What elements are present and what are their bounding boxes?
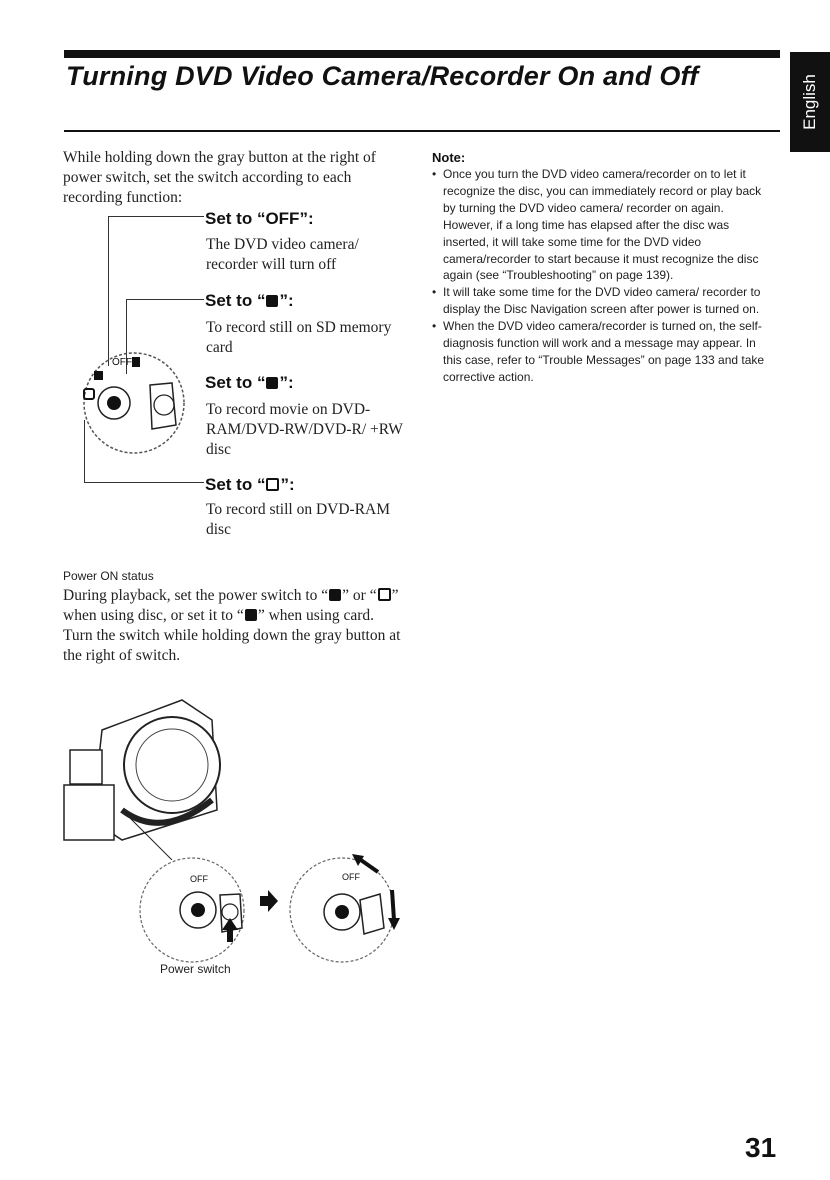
card-icon <box>245 609 257 621</box>
dial-center-dot <box>107 396 121 410</box>
setting-off-desc: The DVD video camera/ recorder will turn off <box>206 236 359 273</box>
setting-card-heading-pre: Set to “ <box>205 291 266 310</box>
note-item: • When the DVD video camera/recorder is turned on, the self-diagnosis function will work and a message may appear. In this case, refer to “Trouble Messages” on page 133 and take corrective action. <box>432 318 772 386</box>
camcorder-grip <box>64 785 114 840</box>
dial-center-dot <box>191 903 205 917</box>
title-rule-bottom <box>64 130 780 132</box>
power-on-text <box>63 586 408 666</box>
setting-still-heading-pre: Set to “ <box>205 475 266 494</box>
camcorder-illustration <box>62 690 252 860</box>
setting-still-heading <box>205 475 295 495</box>
setting-movie-desc: To record movie on DVD-RAM/DVD-RW/DVD-R/ +RW disc <box>206 401 403 458</box>
dial-center-dot <box>335 905 349 919</box>
dial-off-text: OFF <box>190 874 208 884</box>
mode-dial-diagram <box>72 345 202 455</box>
still-camera-icon <box>266 478 279 491</box>
power-switch-caption: Power switch <box>160 962 231 976</box>
title-rule-top <box>64 50 780 58</box>
note-title: Note: <box>432 150 466 165</box>
intro-paragraph: While holding down the gray button at the right of power switch, set the switch according to each recording function: <box>63 149 376 206</box>
dial-off-text: OFF <box>112 357 132 368</box>
power-switch-dial-right <box>280 850 410 965</box>
camcorder-viewfinder <box>70 750 102 784</box>
setting-card-desc: To record still on SD memory card <box>206 319 392 356</box>
leader-line-still-h <box>84 482 204 483</box>
leader-line-off-h <box>108 216 204 217</box>
language-tab <box>790 52 830 152</box>
camcorder-lens-inner <box>136 729 208 801</box>
movie-icon <box>266 377 278 389</box>
setting-movie-heading-pre: Set to “ <box>205 373 266 392</box>
note-item: • It will take some time for the DVD video camera/ recorder to display the Disc Navigation screen after power is turned on. <box>432 284 772 318</box>
setting-card-heading <box>205 291 294 311</box>
setting-card-heading-post: ”: <box>279 291 294 310</box>
page-title: Turning DVD Video Camera/Recorder On and Off <box>66 61 699 91</box>
power-on-text-part: ” or “ <box>342 587 377 604</box>
power-on-text-part: During playback, set the power switch to “ <box>63 587 329 604</box>
power-on-label: Power ON status <box>63 569 154 583</box>
rotate-arrow-icon <box>392 890 394 920</box>
setting-still-heading-post: ”: <box>280 475 295 494</box>
leader-line-card-h <box>126 299 204 300</box>
setting-movie-heading-post: ”: <box>279 373 294 392</box>
dial-movie-icon <box>94 371 103 380</box>
dial-card-icon <box>132 357 140 367</box>
setting-movie-heading <box>205 373 294 393</box>
dial-off-text: OFF <box>342 872 360 882</box>
power-on-text-part: ” when using disc, or set it to “ <box>63 587 399 624</box>
setting-off-heading: Set to “OFF”: <box>205 209 314 228</box>
power-switch-dial-left <box>130 850 260 965</box>
note-list <box>432 166 772 386</box>
setting-still-desc: To record still on DVD-RAM disc <box>206 501 391 538</box>
rotate-arrow-head <box>388 918 400 930</box>
card-icon <box>266 295 278 307</box>
movie-icon <box>329 589 341 601</box>
still-camera-icon <box>378 588 391 601</box>
leader-line-off-v <box>108 216 109 366</box>
note-item: • Once you turn the DVD video camera/recorder on to let it recognize the disc, you can immediately record or play back by turning the DVD video camera/ recorder on again. However, if a long time has elapsed after the disc was inserted, it will take some time for the DVD video camera/recorder to start because it must recognize the disc again (see “Troubleshooting” on page 139). <box>432 166 772 284</box>
page-number: 31 <box>745 1132 777 1163</box>
language-tab-label: English <box>800 74 819 130</box>
transition-arrow-icon <box>258 888 280 914</box>
power-on-text-part: Turn the switch while holding down the gray button at the right of switch. <box>63 627 401 664</box>
power-on-text-part: ” when using card. <box>257 607 375 624</box>
dial-gray-button <box>360 894 384 934</box>
